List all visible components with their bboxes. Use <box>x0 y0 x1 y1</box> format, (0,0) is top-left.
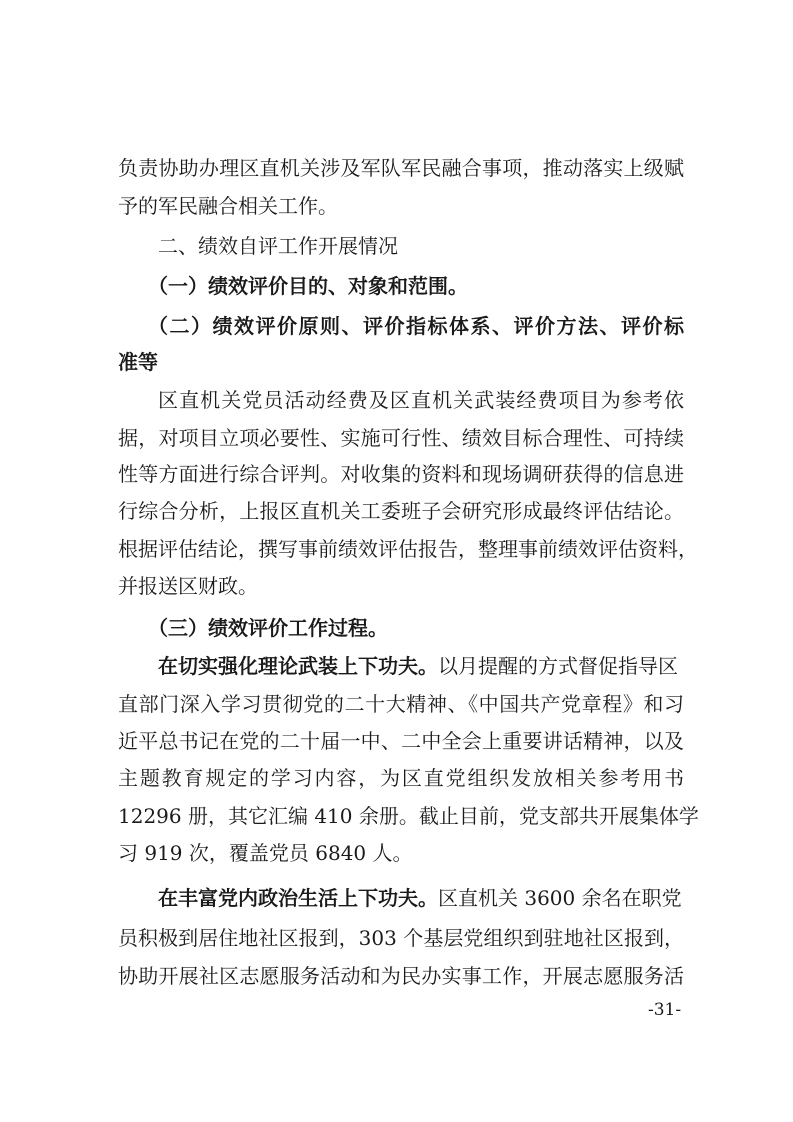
body-text-line: 员积极到居住地社区报到，303 个基层党组织到驻地社区报到， <box>118 926 684 950</box>
subsection-heading: （三）绩效评价工作过程。 <box>148 616 388 640</box>
body-text-line: 据，对项目立项必要性、实施可行性、绩效目标合理性、可持续 <box>118 426 684 450</box>
body-text-line: 予的军民融合相关工作。 <box>118 194 338 218</box>
body-text-line: 习 919 次，覆盖党员 6840 人。 <box>118 841 413 865</box>
body-text-line: 直部门深入学习贯彻党的二十大精神、《中国共产党章程》和习 <box>118 692 684 716</box>
body-text-line: 行综合分析，上报区直机关工委班子会研究形成最终评估结论。 <box>118 499 684 523</box>
body-text-line: 并报送区财政。 <box>118 574 258 598</box>
body-text-line: 根据评估结论，撰写事前绩效评估报告，整理事前绩效评估资料， <box>118 537 698 561</box>
body-text-line: 区直机关党员活动经费及区直机关武装经费项目为参考依 <box>158 388 684 412</box>
page-number: -31- <box>648 1000 682 1020</box>
subsection-heading: （一）绩效评价目的、对象和范围。 <box>148 274 468 298</box>
bold-lead: 在切实强化理论武装上下功夫。 <box>158 654 438 678</box>
body-text-line: 性等方面进行综合评判。对收集的资料和现场调研获得的信息进 <box>118 462 684 486</box>
body-text-line: 负责协助办理区直机关涉及军队军民融合事项，推动落实上级赋 <box>118 156 684 180</box>
section-heading: 二、绩效自评工作开展情况 <box>158 234 398 258</box>
body-text-line <box>158 888 684 908</box>
subsection-heading: （二）绩效评价原则、评价指标体系、评价方法、评价标 <box>148 314 684 338</box>
bold-lead: 在丰富党内政治生活上下功夫。 <box>158 886 438 910</box>
body-text-line: 近平总书记在党的二十届一中、二中全会上重要讲话精神，以及 <box>118 729 684 753</box>
subsection-heading-continued: 准等 <box>118 350 158 374</box>
body-text-line: 协助开展社区志愿服务活动和为民办实事工作，开展志愿服务活 <box>118 964 684 988</box>
body-text-line <box>158 656 684 676</box>
body-text-line: 主题教育规定的学习内容，为区直党组织发放相关参考用书 <box>118 766 684 790</box>
body-text-span: 以月提醒的方式督促指导区 <box>438 654 678 678</box>
body-text-line: 12296 册，其它汇编 410 余册。截止目前，党支部共开展集体学 <box>118 804 699 828</box>
body-text-span: 区直机关 3600 余名在职党 <box>438 886 682 910</box>
